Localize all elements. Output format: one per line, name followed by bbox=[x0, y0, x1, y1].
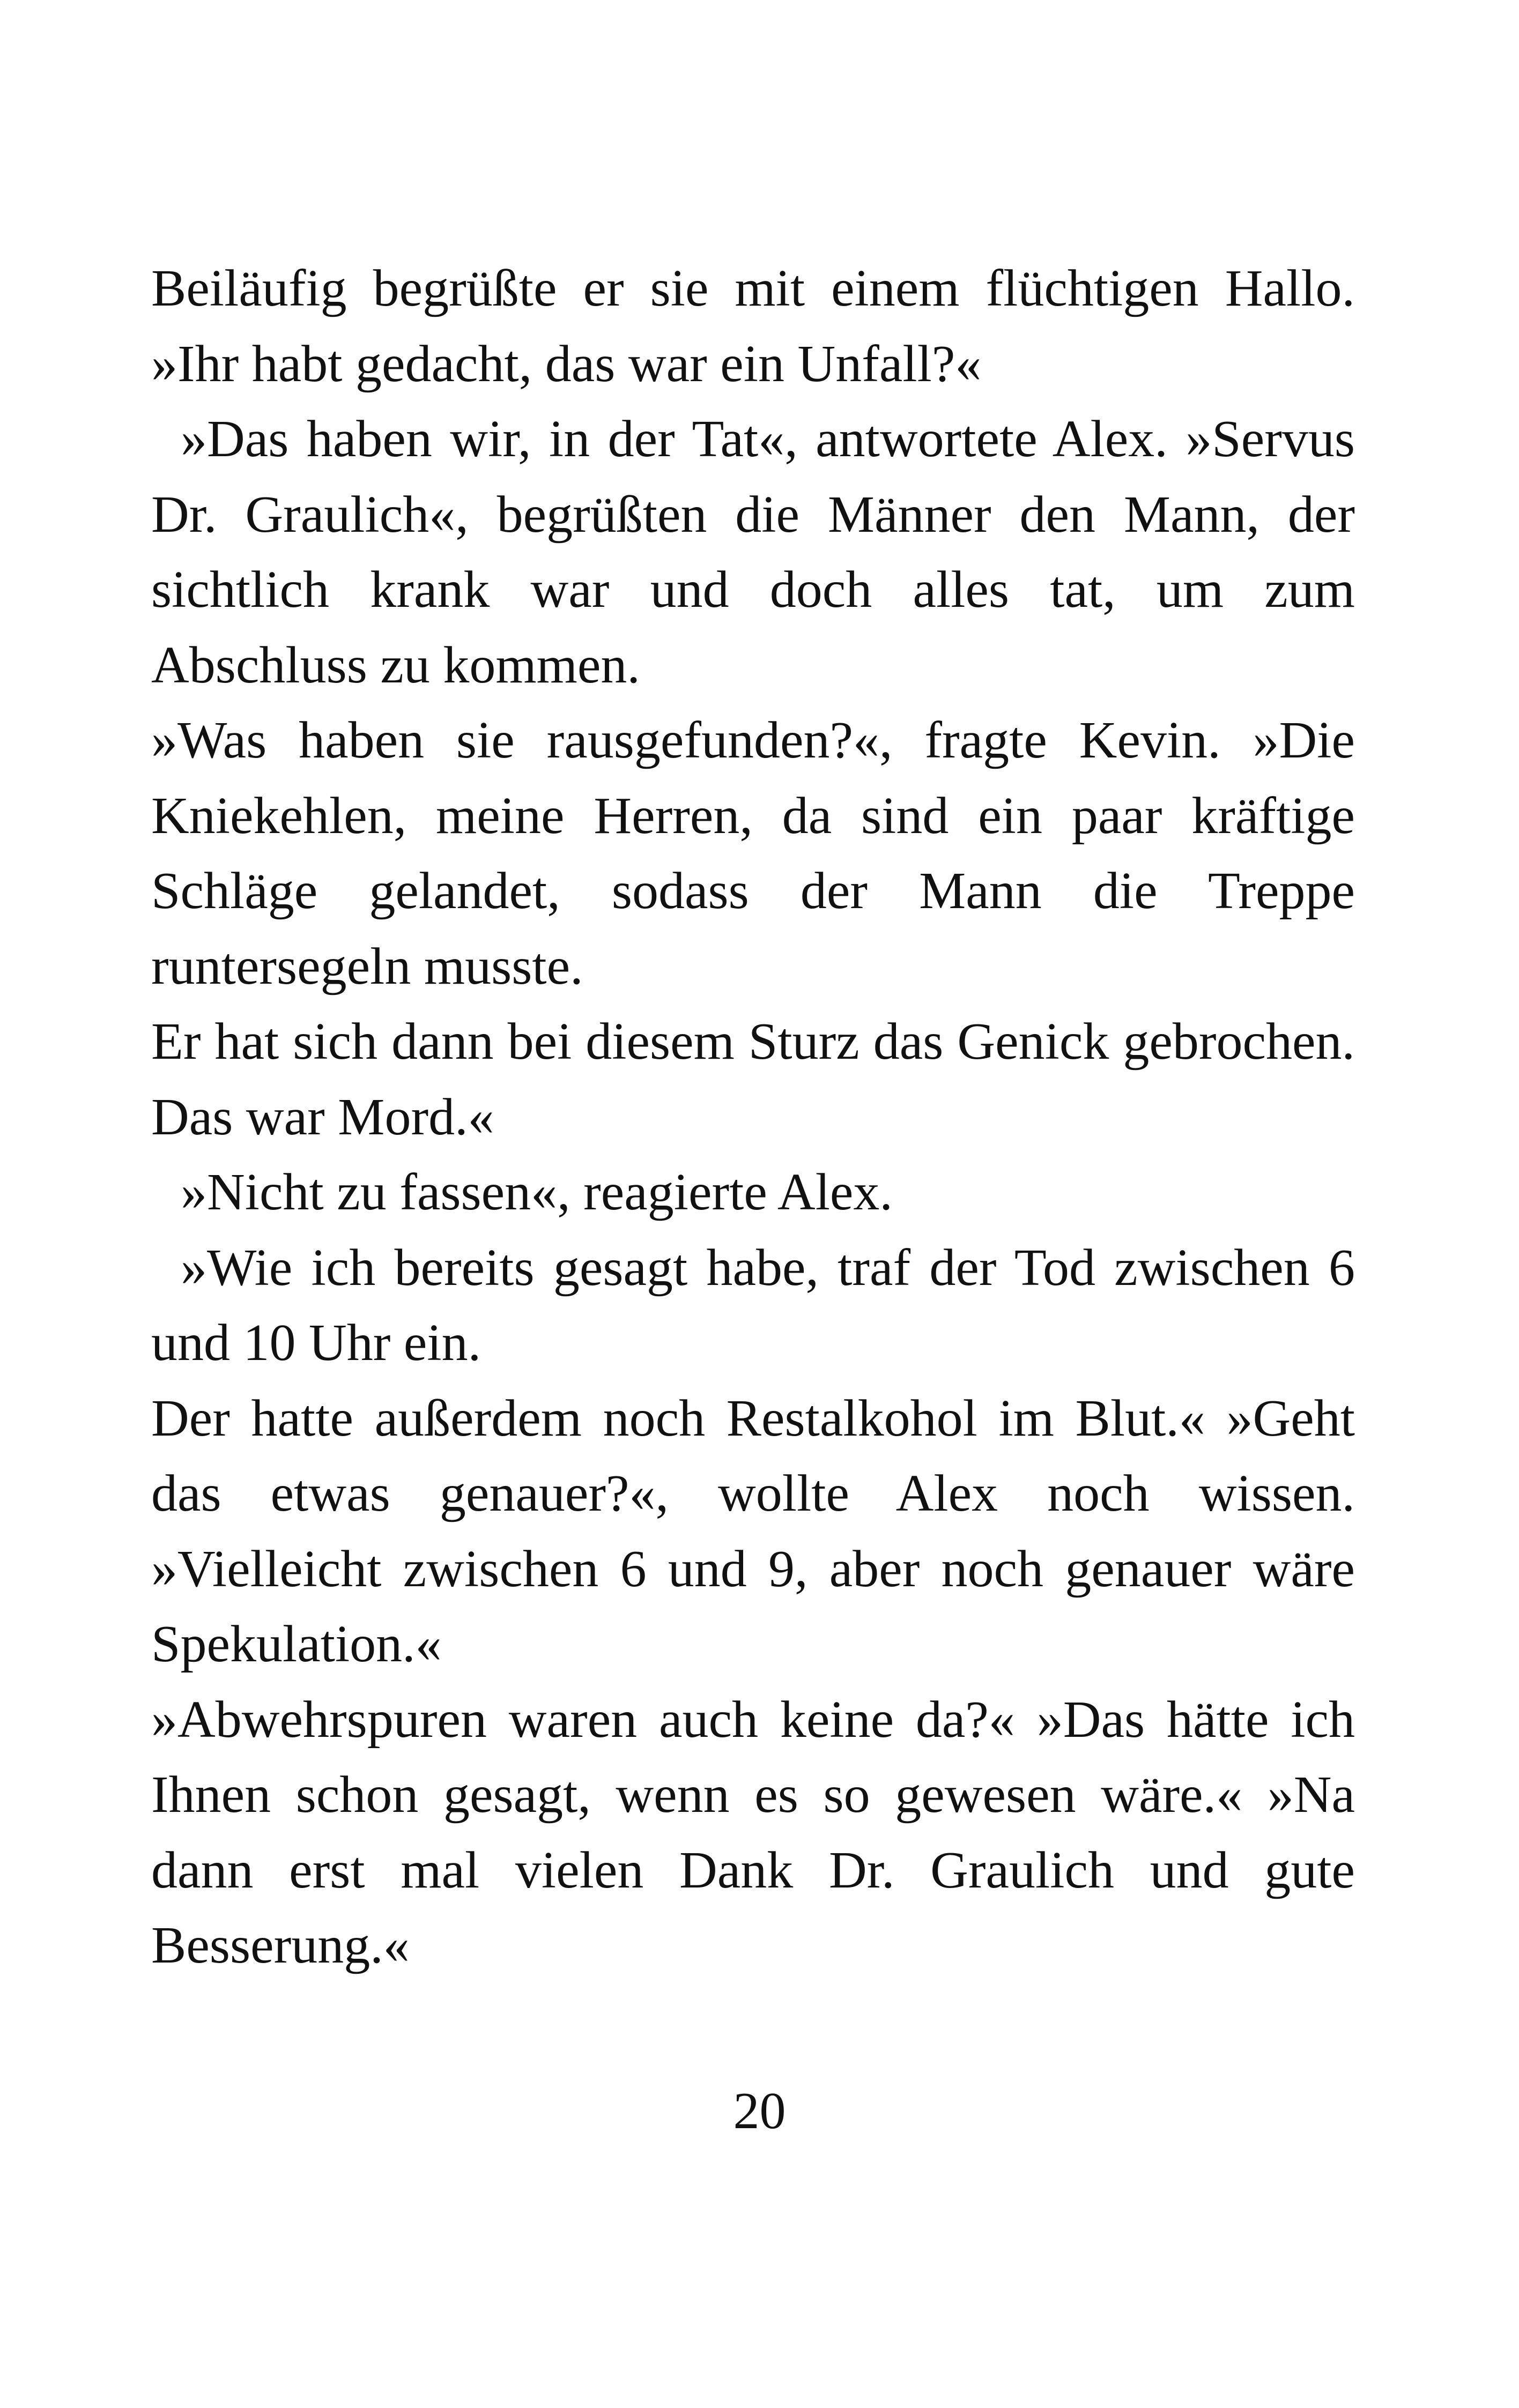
body-text bbox=[151, 251, 1355, 1983]
paragraph-6: »Wie ich bereits gesagt habe, traf der Tod zwischen 6 und 10 Uhr ein. bbox=[151, 1238, 1355, 1372]
paragraph-7: Der hatte außerdem noch Restalkohol im Blut.« »Geht das etwas genauer?«, wollte Alex noch wissen. »Vielleicht zwischen 6 und 9, aber noch genauer wäre Spekulation.« bbox=[151, 1389, 1355, 1673]
paragraph-3: »Was haben sie rausgefunden?«, fragte Kevin. »Die Kniekehlen, meine Herren, da sind ein paar kräftige Schläge gelandet, sodass der Mann die Treppe runtersegeln musste. bbox=[151, 711, 1355, 995]
paragraph-1: Beiläufig begrüßte er sie mit einem flüchtigen Hallo. »Ihr habt gedacht, das war ein Unfall?« bbox=[151, 259, 1355, 393]
paragraph-8: »Abwehrspuren waren auch keine da?« »Das hätte ich Ihnen schon gesagt, wenn es so gewesen wäre.« »Na dann erst mal vielen Dank Dr. Graulich und gute Besserung.« bbox=[151, 1690, 1355, 1974]
paragraph-2: »Das haben wir, in der Tat«, antwortete Alex. »Servus Dr. Graulich«, begrüßten die Männer den Mann, der sichtlich krank war und doch alles tat, um zum Abschluss zu kommen. bbox=[151, 410, 1355, 694]
paragraph-5: »Nicht zu fassen«, reagierte Alex. bbox=[181, 1163, 893, 1221]
paragraph-4: Er hat sich dann bei diesem Sturz das Genick gebrochen. Das war Mord.« bbox=[151, 1013, 1355, 1146]
page-number: 20 bbox=[733, 2082, 786, 2140]
